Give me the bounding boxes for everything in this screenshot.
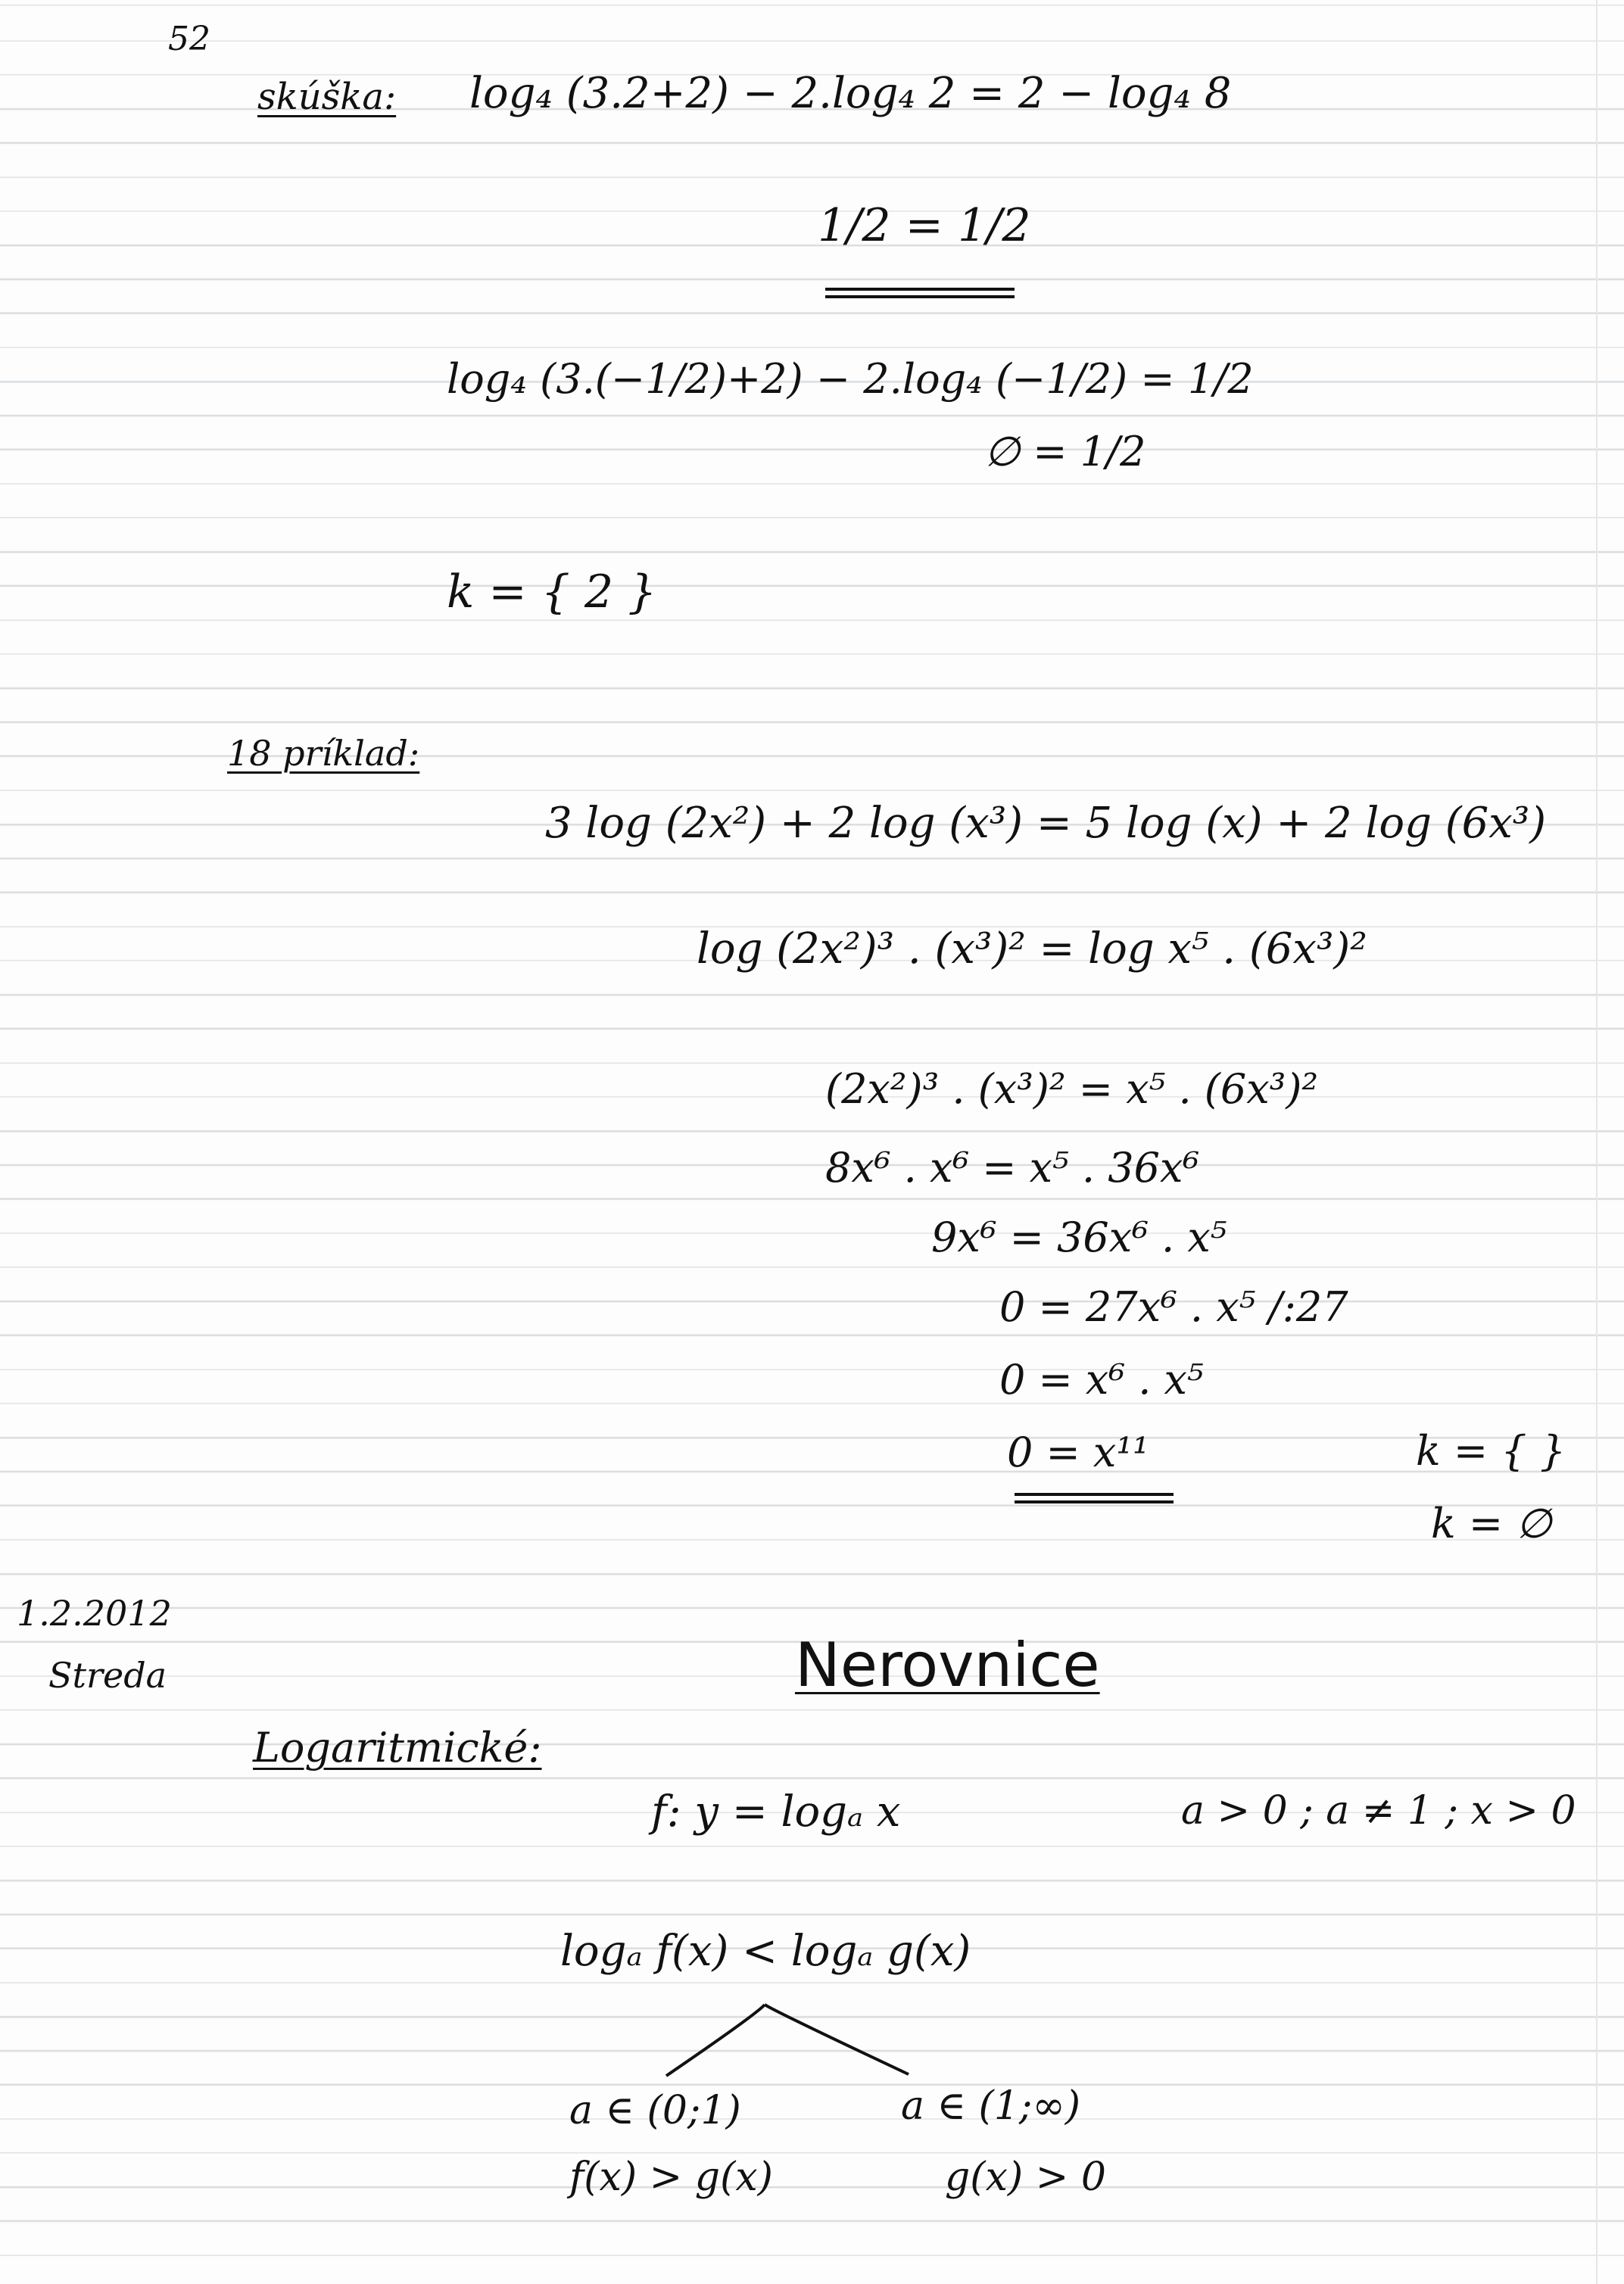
example-18-result-2: k = ∅	[1431, 1500, 1552, 1547]
log-function-definition: f: y = logₐ x	[651, 1787, 901, 1837]
example-18-result-1: k = { }	[1416, 1427, 1566, 1475]
example-18-line-7: 0 = x⁶ . x⁵	[999, 1356, 1204, 1404]
check-label: skúška:	[257, 76, 397, 118]
case-right-range: a ∈ (1;∞)	[901, 2083, 1081, 2129]
section-title: Nerovnice	[795, 1630, 1100, 1700]
example-18-label: 18 príklad:	[227, 733, 420, 774]
example-18-line-8: 0 = x¹¹	[1007, 1429, 1149, 1476]
example-18-line-4: 8x⁶ . x⁶ = x⁵ . 36x⁶	[825, 1144, 1200, 1192]
check-line-2: 1/2 = 1/2	[818, 199, 1031, 252]
log-function-conditions: a > 0 ; a ≠ 1 ; x > 0	[1181, 1788, 1576, 1834]
date: 1.2.2012	[17, 1593, 172, 1634]
log-inequality: logₐ f(x) < logₐ g(x)	[560, 1927, 971, 1976]
example-18-line-1: 3 log (2x²) + 2 log (x³) = 5 log (x) + 2 log (6x³)	[545, 799, 1547, 848]
check-line-4: ∅ = 1/2	[984, 428, 1146, 475]
check-result: k = { 2 }	[447, 566, 657, 619]
example-18-line-3: (2x²)³ . (x³)² = x⁵ . (6x³)²	[825, 1065, 1319, 1113]
case-left-condition: f(x) > g(x)	[569, 2155, 773, 2200]
weekday: Streda	[48, 1655, 167, 1696]
case-left-range: a ∈ (0;1)	[569, 2088, 741, 2133]
example-18-line-5: 9x⁶ = 36x⁶ . x⁵	[931, 1214, 1227, 1261]
section-subtitle: Logaritmické:	[253, 1724, 542, 1771]
example-18-line-6: 0 = 27x⁶ . x⁵ /:27	[999, 1283, 1348, 1331]
check-line-1: log₄ (3.2+2) − 2.log₄ 2 = 2 − log₄ 8	[469, 69, 1232, 118]
case-right-condition: g(x) > 0	[945, 2155, 1106, 2200]
example-18-line-2: log (2x²)³ . (x³)² = log x⁵ . (6x³)²	[697, 924, 1367, 974]
check-line-3: log₄ (3.(−1/2)+2) − 2.log₄ (−1/2) = 1/2	[447, 355, 1254, 403]
page-number: 52	[168, 20, 210, 58]
